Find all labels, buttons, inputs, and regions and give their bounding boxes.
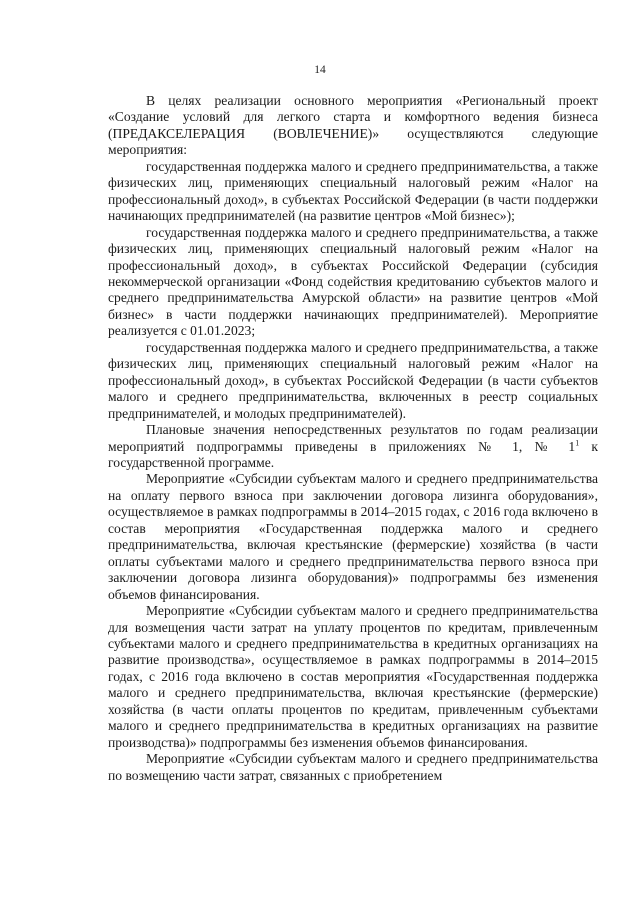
page-number: 14: [314, 64, 326, 76]
paragraph: Мероприятие «Субсидии субъектам малого и среднего предпринимательства для возмещения части затрат на уплату процентов по кредитам, привлеченным субъектами малого и среднего предпринимательства в кредитных организациях на развитие производства», осуществляемое в рамках подпрограммы в 2014–2015 годах, с 2016 года включено в состав мероприятия «Государственная поддержка малого и среднего предпринимательства, включая крестьянские (фермерские) хозяйства (в части оплаты процентов по кредитам, привлеченным субъектами малого и среднего предпринимательства в кредитных организациях на развитие производства)» подпрограммы без изменения объемов финансирования.: [108, 603, 598, 750]
paragraph: Мероприятие «Субсидии субъектам малого и среднего предпринимательства по возмещению части затрат, связанных с приобретением: [108, 751, 598, 783]
paragraph: государственная поддержка малого и среднего предпринимательства, а также физических лиц, применяющих специальный налоговый режим «Налог на профессиональный доход», в субъектах Российской Федерации (в части поддержки начинающих предпринимателей (на развитие центров «Мой бизнес»);: [108, 158, 598, 224]
paragraph: Мероприятие «Субсидии субъектам малого и среднего предпринимательства на оплату первого взноса при заключении договора лизинга оборудования», осуществляемое в рамках подпрограммы в 2014–2015 годах, с 2016 года включено в состав мероприятия «Государственная поддержка малого и среднего предпринимательства, включая крестьянские (фермерские) хозяйства (в части оплаты субъектами малого и среднего предпринимательства первого взноса при заключении договора лизинга оборудования)» подпрограммы без изменения объемов финансирования.: [108, 471, 598, 602]
paragraph-text-tail: к государственной программе.: [108, 438, 598, 470]
paragraph-text: Плановые значения непосредственных результатов по годам реализации мероприятий подпрограммы приведены в приложениях № 1, № 1: [108, 422, 598, 454]
paragraph: [108, 422, 598, 471]
superscript: 1: [575, 437, 580, 447]
paragraph: государственная поддержка малого и среднего предпринимательства, а также физических лиц, применяющих специальный налоговый режим «Налог на профессиональный доход», в субъектах Российской Федерации (в части субъектов малого и среднего предпринимательства, включенных в реестр социальных предпринимателей, и молодых предпринимателей).: [108, 339, 598, 421]
paragraph: государственная поддержка малого и среднего предпринимательства, а также физических лиц, применяющих специальный налоговый режим «Налог на профессиональный доход», в субъектах Российской Федерации (субсидия некоммерческой организации «Фонд содействия кредитованию субъектов малого и среднего предпринимательства Амурской области» на развитие центров «Мой бизнес» в части поддержки начинающих предпринимателей). Мероприятие реализуется с 01.01.2023;: [108, 224, 598, 339]
paragraph: В целях реализации основного мероприятия «Региональный проект «Создание условий для легкого старта и комфортного ведения бизнеса (ПРЕДАКСЕЛЕРАЦИЯ (ВОВЛЕЧЕНИЕ)» осуществляются следующие мероприятия:: [108, 93, 598, 158]
document-body: [108, 93, 598, 784]
